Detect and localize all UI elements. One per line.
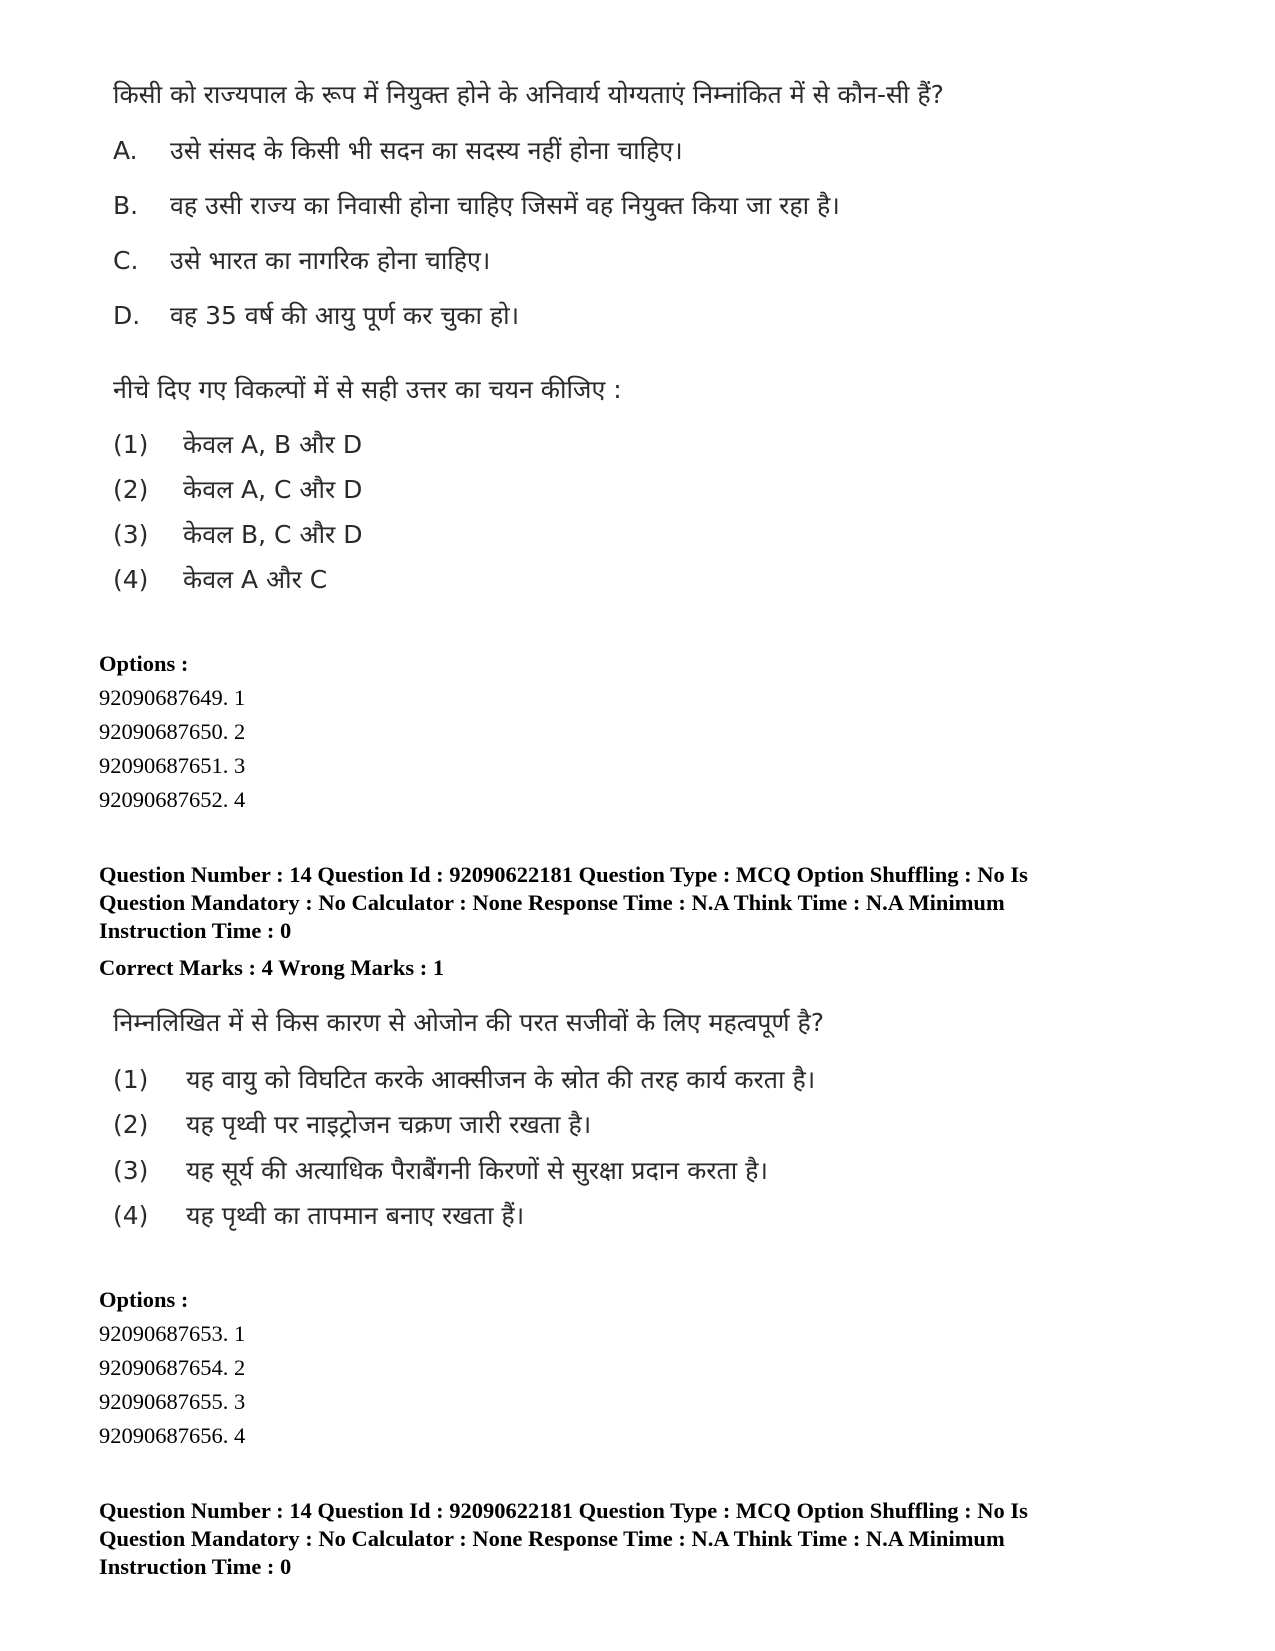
choice-text: यह पृथ्वी पर नाइट्रोजन चक्रण जारी रखता है। (186, 1110, 592, 1139)
statement-a (113, 138, 1113, 168)
statement-label: D. (113, 301, 141, 330)
choice-text: यह पृथ्वी का तापमान बनाए रखता हैं। (186, 1201, 525, 1230)
statement-label: B. (113, 191, 139, 220)
choice-2 (113, 477, 1113, 507)
choice-4 (113, 567, 1113, 597)
choice-2 (113, 1112, 1113, 1142)
question-meta (99, 1497, 1179, 1581)
meta-line: Question Number : 14 Question Id : 92090622181 Question Type : MCQ Option Shuffling : No Is (99, 1498, 1028, 1523)
question-text: किसी को राज्यपाल के रूप में नियुक्त होने के अनिवार्य योग्यताएं निम्नांकित में से कौन-सी हैं? (113, 80, 944, 109)
option-item: 92090687649. 1 (99, 685, 246, 710)
choice-4 (113, 1203, 1113, 1233)
meta-line: Question Number : 14 Question Id : 92090622181 Question Type : MCQ Option Shuffling : No Is (99, 862, 1028, 887)
choice-label: (1) (113, 1065, 149, 1094)
options-heading: Options : (99, 1287, 189, 1312)
question-text: निम्नलिखित में से किस कारण से ओजोन की परत सजीवों के लिए महत्वपूर्ण है? (113, 1008, 825, 1037)
choice-text: केवल B, C और D (183, 520, 363, 549)
option-item: 92090687655. 3 (99, 1389, 246, 1414)
choice-label: (2) (113, 475, 149, 504)
choice-3 (113, 1158, 1113, 1188)
statement-label: A. (113, 136, 138, 165)
choice-text: केवल A, C और D (183, 475, 363, 504)
option-item: 92090687651. 3 (99, 753, 246, 778)
choice-label: (1) (113, 430, 149, 459)
choice-label: (3) (113, 1156, 149, 1185)
statement-text: वह उसी राज्य का निवासी होना चाहिए जिसमें वह नियुक्त किया जा रहा है। (170, 191, 840, 220)
meta-line: Question Mandatory : No Calculator : None Response Time : N.A Think Time : N.A Minimum (99, 890, 1005, 915)
meta-line: Instruction Time : 0 (99, 1554, 292, 1579)
marks-line: Correct Marks : 4 Wrong Marks : 1 (99, 955, 445, 980)
statement-text: वह 35 वर्ष की आयु पूर्ण कर चुका हो। (170, 301, 520, 330)
meta-line: Question Mandatory : No Calculator : None Response Time : N.A Think Time : N.A Minimum (99, 1526, 1005, 1551)
choice-text: केवल A और C (183, 565, 328, 594)
choice-label: (4) (113, 565, 149, 594)
choice-text: केवल A, B और D (183, 430, 363, 459)
option-item: 92090687652. 4 (99, 787, 246, 812)
statement-c (113, 248, 1113, 278)
choice-1 (113, 432, 1113, 462)
instruction-text: नीचे दिए गए विकल्पों में से सही उत्तर का चयन कीजिए : (113, 375, 622, 404)
statement-b (113, 193, 1113, 223)
statement-text: उसे संसद के किसी भी सदन का सदस्य नहीं होना चाहिए। (170, 136, 683, 165)
question-meta (99, 861, 1179, 945)
choice-label: (3) (113, 520, 149, 549)
statement-d (113, 303, 1113, 333)
options-heading: Options : (99, 651, 189, 676)
option-item: 92090687653. 1 (99, 1321, 246, 1346)
option-item: 92090687650. 2 (99, 719, 246, 744)
option-item: 92090687654. 2 (99, 1355, 246, 1380)
choice-text: यह सूर्य की अत्याधिक पैराबैंगनी किरणों से सुरक्षा प्रदान करता है। (186, 1156, 768, 1185)
choice-text: यह वायु को विघटित करके आक्सीजन के स्रोत की तरह कार्य करता है। (186, 1065, 816, 1094)
statement-text: उसे भारत का नागरिक होना चाहिए। (170, 246, 491, 275)
choice-label: (4) (113, 1201, 149, 1230)
choice-label: (2) (113, 1110, 149, 1139)
choice-3 (113, 522, 1113, 552)
choice-1 (113, 1067, 1113, 1097)
meta-line: Instruction Time : 0 (99, 918, 292, 943)
statement-label: C. (113, 246, 139, 275)
option-item: 92090687656. 4 (99, 1423, 246, 1448)
